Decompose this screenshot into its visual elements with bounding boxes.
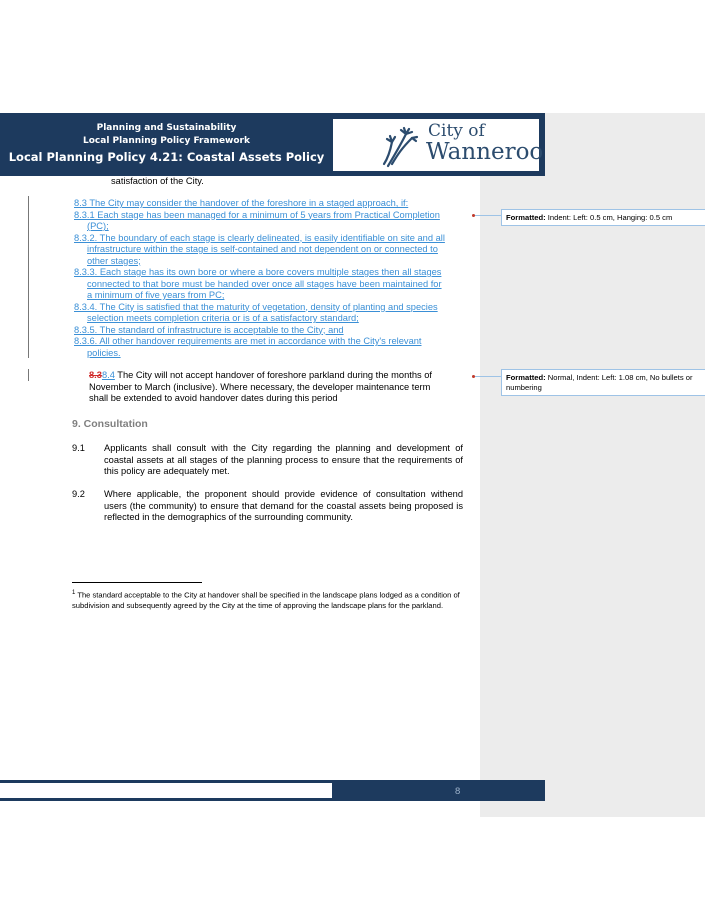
comment-label: Formatted: bbox=[506, 213, 546, 222]
tracked-line: (PC); bbox=[87, 221, 109, 231]
paragraph-9-2: Where applicable, the proponent should provide evidence of consultation withend users (the community) to ensure that demand for the coastal assets being proposed is reflected in the demographics of the surrounding community. bbox=[104, 489, 463, 522]
paragraph-8-4-line-3: shall be extended to avoid handover dates during this period bbox=[89, 393, 338, 403]
tracked-line: selection meets completion criteria or is of a satisfactory standard; bbox=[87, 313, 359, 323]
formatting-comment[interactable] bbox=[501, 369, 705, 396]
paragraph-number: 9.1 bbox=[72, 443, 85, 453]
change-bar bbox=[28, 369, 29, 381]
tracked-line: 8.3.1 Each stage has been managed for a minimum of 5 years from Practical Completion bbox=[74, 209, 440, 220]
deleted-number: 8.3 bbox=[89, 370, 102, 380]
paragraph-number: 9.2 bbox=[72, 489, 85, 499]
logo-text-wanneroo: Wanneroo bbox=[426, 139, 544, 165]
header-line-3: Local Planning Policy 4.21: Coastal Assets Policy bbox=[8, 150, 325, 164]
tracked-line: 8.3.4. The City is satisfied that the maturity of vegetation, density of planting and species bbox=[74, 301, 438, 312]
page-header-text bbox=[0, 122, 333, 165]
tracked-line: connected to that bore must be handed over once all stages have been maintained for bbox=[87, 278, 442, 289]
formatting-comment[interactable] bbox=[501, 209, 705, 226]
comment-label: Formatted: bbox=[506, 373, 546, 382]
tracked-line: other stages; bbox=[87, 255, 141, 266]
change-bar bbox=[28, 196, 29, 358]
inserted-number: 8.4 bbox=[101, 370, 115, 380]
paragraph-9-1: Applicants shall consult with the City regarding the planning and development of coastal assets at all stages of the planning process to ensure that the requirements of this policy are adequately met. bbox=[104, 443, 463, 476]
comment-text: Normal, Indent: Left: 1.08 cm, No bullets or numbering bbox=[506, 373, 693, 392]
paragraph-8-4-line-1 bbox=[89, 370, 432, 381]
paragraph-8-4-text: The City will not accept handover of foreshore parkland during the months of bbox=[114, 370, 433, 380]
footnote bbox=[72, 588, 467, 611]
tracked-line: 8.3 The City may consider the handover of the foreshore in a staged approach, if: bbox=[74, 198, 409, 208]
flower-icon bbox=[380, 124, 424, 168]
footnote-text: The standard acceptable to the City at handover shall be specified in the landscape plans lodged as a condition of subdivision and subsequently agreed by the City at the time of approving the landscape plans for the parkland. bbox=[72, 590, 460, 610]
tracked-line: a minimum of five years from PC; bbox=[87, 290, 225, 300]
footnote-marker: 1 bbox=[72, 590, 76, 596]
tracked-line: 8.3.3. Each stage has its own bore or where a bore covers multiple stages then all stages bbox=[74, 267, 442, 277]
paragraph-8-4-line-2: November to March (inclusive). Where necessary, the developer maintenance term bbox=[89, 381, 431, 392]
header-line-2: Local Planning Policy Framework bbox=[83, 136, 250, 146]
footer-panel bbox=[0, 783, 332, 798]
comment-text: Indent: Left: 0.5 cm, Hanging: 0.5 cm bbox=[545, 213, 673, 222]
header-line-1: Planning and Sustainability bbox=[96, 123, 237, 133]
comment-connector bbox=[475, 215, 501, 216]
tracked-line: infrastructure within the stage is self-contained and not dependent on or connected to bbox=[87, 244, 438, 254]
section-heading: 9. Consultation bbox=[72, 418, 148, 430]
footnote-separator bbox=[72, 582, 202, 583]
comment-connector bbox=[475, 376, 501, 377]
tracked-line: policies. bbox=[87, 347, 121, 358]
carry-over-line: satisfaction of the City. bbox=[111, 176, 204, 186]
page-number: 8 bbox=[455, 786, 461, 797]
logo-text-city-of: City of bbox=[428, 121, 485, 141]
tracked-line: 8.3.2. The boundary of each stage is clearly delineated, is easily identifiable on site and all bbox=[74, 232, 445, 243]
tracked-line: 8.3.6. All other handover requirements are met in accordance with the City's relevant bbox=[74, 336, 422, 346]
tracked-line: 8.3.5. The standard of infrastructure is acceptable to the City; and bbox=[74, 324, 344, 335]
